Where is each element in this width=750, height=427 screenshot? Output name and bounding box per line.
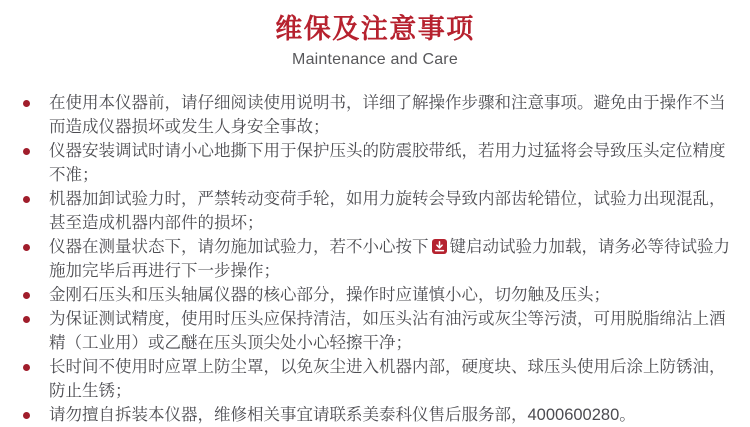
notice-text: 机器加卸试验力时，严禁转动变荷手轮，如用力旋转会导致内部齿轮错位，试验力出现混乱，甚至造成机器内部件的损坏； <box>49 190 726 232</box>
page-subtitle: Maintenance and Care <box>292 51 458 68</box>
list-item <box>20 307 730 355</box>
bullet-dot-icon <box>23 364 30 371</box>
list-item <box>20 91 730 139</box>
list-item <box>20 403 730 427</box>
bullet-dot-icon <box>23 196 30 203</box>
list-item <box>20 355 730 403</box>
notice-text <box>49 235 730 283</box>
notice-text: 仪器安装调试时请小心地撕下用于保护压头的防震胶带纸，若用力过猛将会导致压头定位精度不准； <box>49 142 726 184</box>
notice-list <box>0 91 750 427</box>
notice-text: 长时间不使用时应罩上防尘罩，以免灰尘进入机器内部，硬度块、球压头使用后涂上防锈油，防止生锈； <box>49 358 726 400</box>
bullet-dot-icon <box>23 412 30 419</box>
bullet-dot-icon <box>23 244 30 251</box>
list-item <box>20 187 730 235</box>
bullet-dot-icon <box>23 316 30 323</box>
notice-text: 在使用本仪器前，请仔细阅读使用说明书，详细了解操作步骤和注意事项。避免由于操作不当而造成仪器损坏或发生人身安全事故； <box>49 94 726 136</box>
bullet-dot-icon <box>23 148 30 155</box>
load-force-key-icon <box>432 239 447 254</box>
list-item <box>20 139 730 187</box>
list-item <box>20 283 730 307</box>
bullet-dot-icon <box>23 292 30 299</box>
notice-text-after-icon: 键启动试验力加载，请务必等待试验力施加完毕后再进行下一步操作； <box>49 238 730 280</box>
list-item <box>20 235 730 283</box>
notice-text-before-icon: 仪器在测量状态下，请勿施加试验力，若不小心按下 <box>49 238 429 256</box>
notice-text: 为保证测试精度，使用时压头应保持清洁，如压头沾有油污或灰尘等污渍，可用脱脂绵沾上酒精（工业用）或乙醚在压头顶尖处小心轻擦干净； <box>49 310 726 352</box>
bullet-dot-icon <box>23 100 30 107</box>
notice-text: 请勿擅自拆装本仪器，维修相关事宜请联系美泰科仪售后服务部，4000600280。 <box>49 406 636 424</box>
notice-text: 金刚石压头和压头轴属仪器的核心部分，操作时应谨慎小心，切勿触及压头； <box>49 286 610 304</box>
page-title: 维保及注意事项 <box>275 14 475 44</box>
